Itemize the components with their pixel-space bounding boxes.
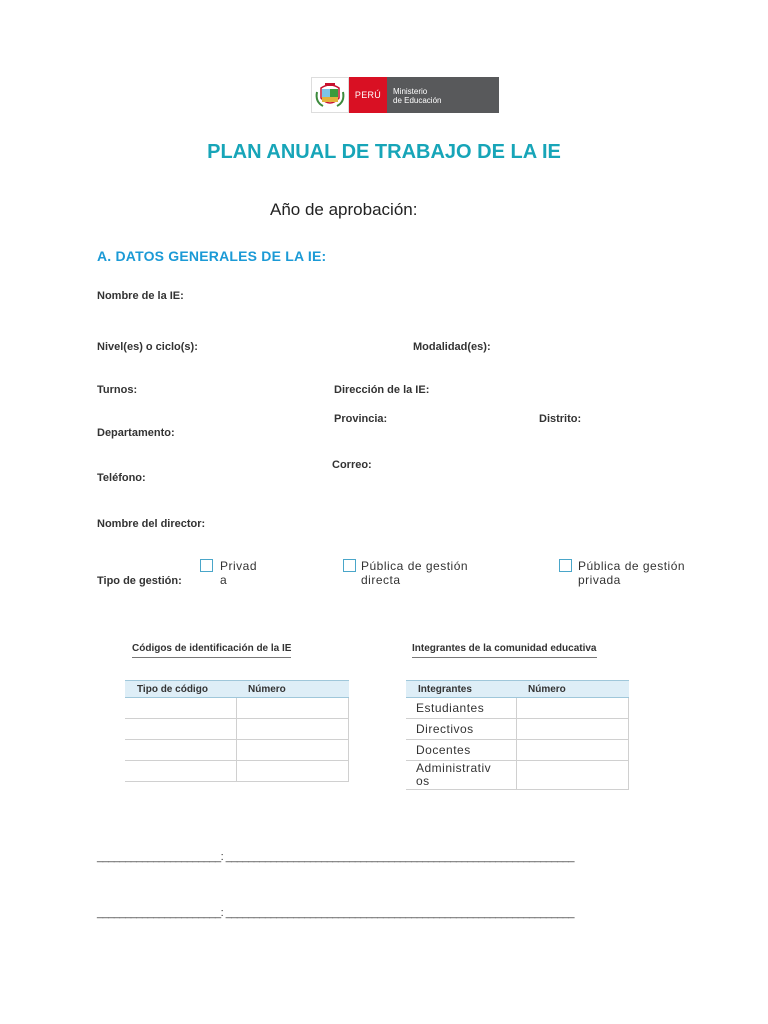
- table-cell[interactable]: [236, 719, 349, 740]
- field-tipo-gestion: Tipo de gestión:: [97, 575, 182, 587]
- member-number-cell[interactable]: [516, 761, 629, 790]
- field-nivel: Nivel(es) o ciclo(s):: [97, 341, 198, 353]
- table-row: [406, 698, 629, 719]
- logo-ministry: [387, 77, 499, 113]
- gestion-option-privada: [220, 559, 257, 587]
- table-row: [125, 761, 349, 782]
- field-correo: Correo:: [332, 459, 372, 471]
- logo-ministry-line1: Ministerio: [393, 87, 428, 96]
- table-cell[interactable]: [125, 719, 236, 740]
- member-label-text: os: [416, 774, 430, 788]
- table-row: [406, 761, 629, 790]
- signature-line-1[interactable]: ______________________: ______________________________________________________________: [97, 851, 574, 863]
- field-telefono: Teléfono:: [97, 472, 146, 484]
- codes-header-numero: Número: [236, 681, 349, 698]
- table-row: [406, 719, 629, 740]
- table-cell[interactable]: [125, 761, 236, 782]
- table-row: [125, 698, 349, 719]
- members-header-numero: Número: [516, 681, 629, 698]
- members-table: [406, 680, 629, 790]
- member-number-cell[interactable]: [516, 698, 629, 719]
- table-cell[interactable]: [125, 698, 236, 719]
- member-label: [406, 719, 516, 740]
- member-label: [406, 740, 516, 761]
- coat-of-arms-icon: [311, 77, 349, 113]
- field-turnos: Turnos:: [97, 384, 138, 396]
- logo-country: PERÚ: [349, 77, 387, 113]
- member-label: [406, 698, 516, 719]
- document-title: PLAN ANUAL DE TRABAJO DE LA IE: [207, 141, 561, 163]
- table-row: [125, 740, 349, 761]
- table-row: [406, 740, 629, 761]
- table-cell[interactable]: [125, 740, 236, 761]
- option-label-line1: Pública de gestión: [578, 559, 686, 573]
- option-label-line2: privada: [578, 573, 621, 587]
- members-header-integrantes: Integrantes: [406, 681, 516, 698]
- approval-year-label: Año de aprobación:: [270, 200, 418, 219]
- table-cell[interactable]: [236, 740, 349, 761]
- signature-line-2[interactable]: ______________________: ______________________________________________________________: [97, 907, 574, 919]
- gestion-option-publica-privada: [578, 559, 685, 587]
- member-number-cell[interactable]: [516, 740, 629, 761]
- codes-table: [125, 680, 349, 782]
- ministry-logo: [311, 77, 499, 113]
- codes-header-tipo: Tipo de código: [125, 681, 236, 698]
- gestion-option-publica-directa: [361, 559, 468, 587]
- member-label: [406, 761, 516, 790]
- member-label-text: Estudiantes: [416, 701, 485, 715]
- codes-table-title: Códigos de identificación de la IE: [132, 643, 291, 658]
- member-label-text: Administrativ: [416, 761, 492, 775]
- field-distrito: Distrito:: [539, 413, 582, 425]
- members-table-title: Integrantes de la comunidad educativa: [412, 643, 597, 658]
- gestion-publica-privada-checkbox[interactable]: [559, 559, 572, 572]
- table-cell[interactable]: [236, 761, 349, 782]
- table-cell[interactable]: [236, 698, 349, 719]
- field-provincia: Provincia:: [334, 413, 388, 425]
- option-label-line2: directa: [361, 573, 401, 587]
- field-nombre-ie: Nombre de la IE:: [97, 290, 184, 302]
- field-modalidad: Modalidad(es):: [413, 341, 491, 353]
- logo-ministry-line2: de Educación: [393, 96, 442, 105]
- option-label-line1: Privad: [220, 559, 258, 573]
- field-direccion: Dirección de la IE:: [334, 384, 430, 396]
- gestion-publica-directa-checkbox[interactable]: [343, 559, 356, 572]
- member-label-text: Directivos: [416, 722, 474, 736]
- table-row: [125, 719, 349, 740]
- section-a-heading: A. DATOS GENERALES DE LA IE:: [97, 248, 327, 264]
- option-label-line2: a: [220, 573, 228, 587]
- field-departamento: Departamento:: [97, 427, 175, 439]
- member-label-text: Docentes: [416, 743, 471, 757]
- member-number-cell[interactable]: [516, 719, 629, 740]
- gestion-privada-checkbox[interactable]: [200, 559, 213, 572]
- option-label-line1: Pública de gestión: [361, 559, 469, 573]
- field-director: Nombre del director:: [97, 518, 206, 530]
